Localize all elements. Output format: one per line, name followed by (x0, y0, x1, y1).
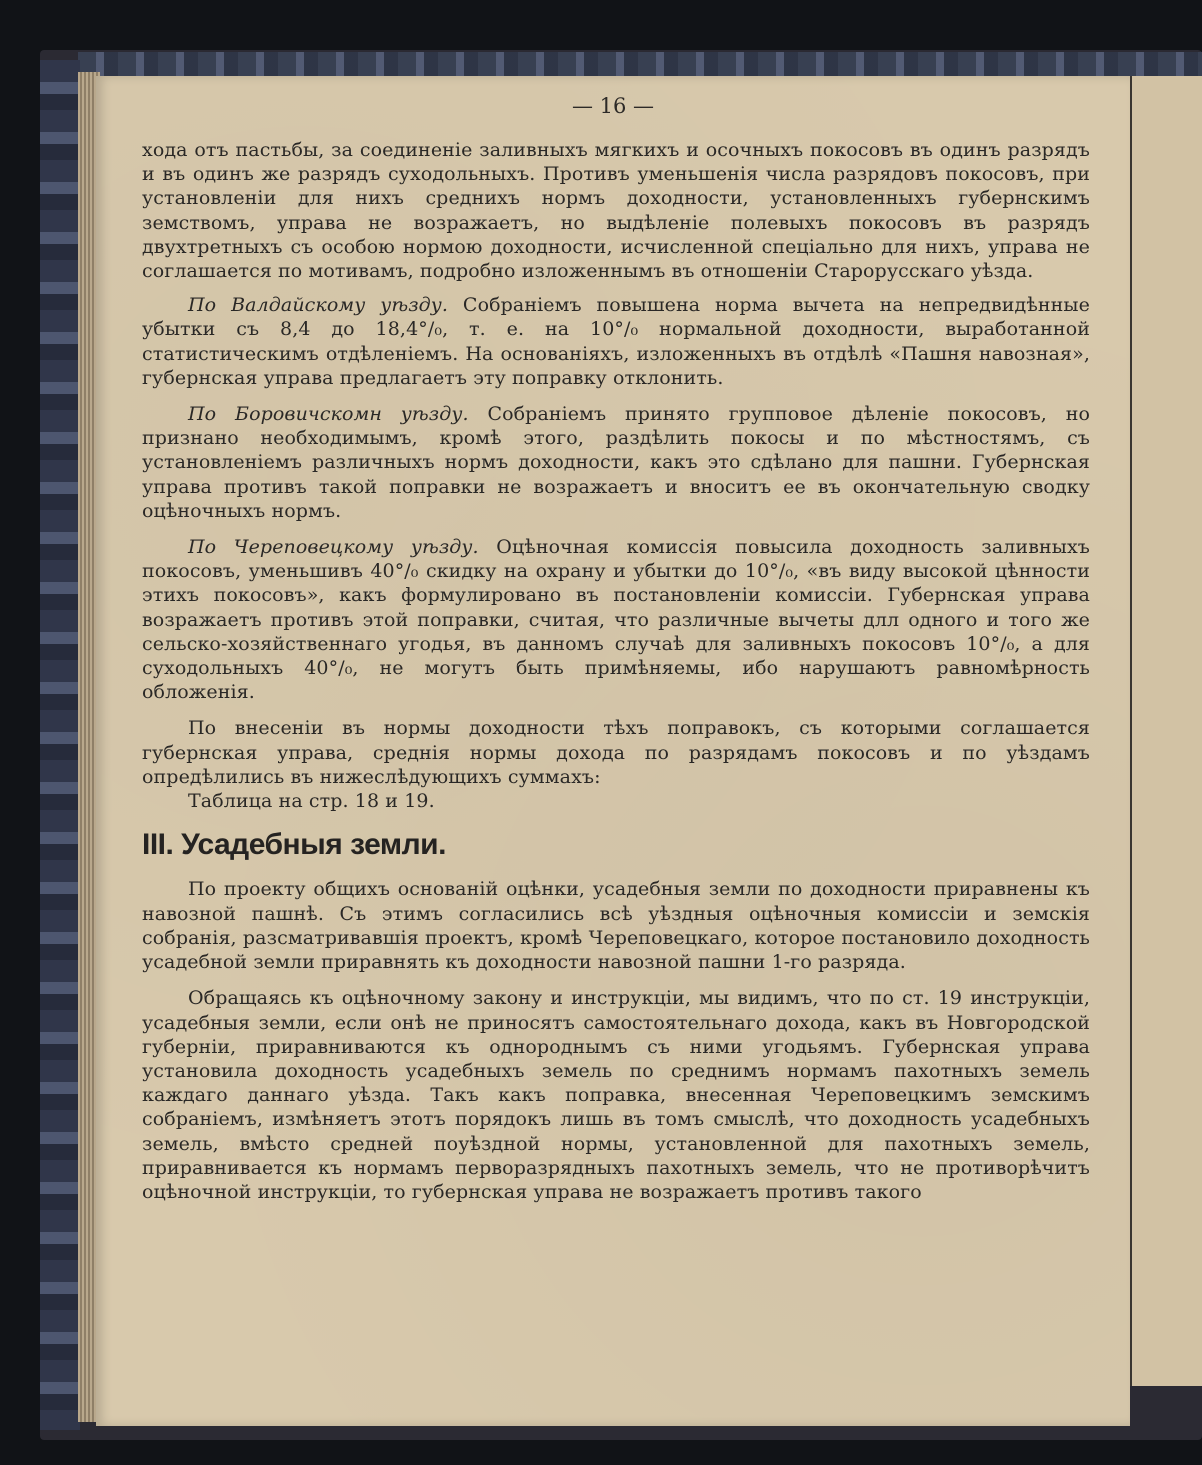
paragraph-usadebnye-2: Обращаясь къ оцѣночному закону и инструкціи, мы видимъ, что по ст. 19 инструкціи, усадебныя земли, если онѣ не приносятъ самостоятельнаго дохода, какъ въ Новгородской губерніи, приравниваются къ однороднымъ съ ними угодьямъ. Губернская управа установила доходность усадебныхъ земель по среднимъ нормамъ пахотныхъ земель каждаго даннаго уѣзда. Такъ какъ поправка, внесенная Череповецкимъ земскимъ собраніемъ, измѣняетъ этотъ порядокъ лишь въ томъ смыслѣ, что доходность усадебныхъ земель, вмѣсто средней поуѣздной нормы, установленной для пахотныхъ земель, приравнивается къ нормамъ перворазрядныхъ пахотныхъ земель, что не противорѣчитъ оцѣночной инструкціи, то губернская управа не возражаетъ противъ такого (142, 987, 1090, 1203)
page-body (142, 138, 1090, 1216)
uezd-text-borovichi: Собраніемъ принято групповое дѣленіе покосовъ, но признано необходимымъ, кромѣ этого, раздѣлить покосы и по мѣстностямъ, съ установленіемъ различныхъ нормъ доходности, какъ это сдѣлано для пашни. Губернская управа противъ такой поправки не возражаетъ и вноситъ ее въ окончательную сводку оцѣночныхъ нормъ. (142, 403, 1091, 522)
paragraph-usadebnye-1: По проекту общихъ основаній оцѣнки, усадебныя земли по доходности приравнены къ навозной пашнѣ. Съ этимъ согласились всѣ уѣздныя оцѣночныя комиссіи и земскія собранія, разсматривавшія проектъ, кромѣ Череповецкаго, которое постановило доходность усадебной земли приравнять къ доходности навозной пашни 1-го разряда. (142, 878, 1090, 974)
paragraph-summary: По внесеніи въ нормы доходности тѣхъ поправокъ, съ которыми соглашается губернская управа, среднія нормы дохода по разрядамъ покосовъ и по уѣздамъ опредѣлились въ нижеслѣдующихъ суммахъ: (142, 717, 1090, 788)
paragraph-valdai (142, 293, 1090, 390)
uezd-title-cherepovets: По Череповецкому уѣзду. (188, 536, 479, 559)
uezd-text-valdai: Собраніемъ повышена норма вычета на непредвидѣнные убытки съ 8,4 до 18,4°/₀, т. е. на 10°/₀ нормальной доходности, выработанной статистическимъ отдѣленіемъ. На основаніяхъ, изложенныхъ въ отдѣлѣ «Пашня навозная», губернская управа предлагаетъ эту поправку отклонить. (142, 294, 1090, 389)
paragraph-borovichi (142, 402, 1090, 523)
page-number: — 16 — (571, 94, 655, 118)
cover-edge-top (78, 52, 1202, 78)
next-page-edge (1130, 76, 1202, 1386)
paragraph-continuation: хода отъ пастьбы, за соединеніе заливныхъ мягкихъ и осочныхъ покосовъ въ одинъ разрядъ и въ одинъ же разрядъ суходольныхъ. Противъ уменьшенія числа разрядовъ покосовъ, при установленіи для нихъ среднихъ нормъ доходности, установленныхъ губернскимъ земствомъ, управа не возражаетъ, но выдѣленіе полевыхъ покосовъ въ разрядъ двухтретныхъ съ особою нормою доходности, исчисленной спеціально для нихъ, управа не соглашается по мотивамъ, подробно изложеннымъ въ отношеніи Старорусскаго уѣзда. (142, 139, 1090, 283)
uezd-text-cherepovets: Оцѣночная комиссія повысила доходность заливныхъ покосовъ, уменьшивъ 40°/₀ скидку на охрану и убытки до 10°/₀, «въ виду высокой цѣнности этихъ покосовъ», какъ формулировано въ постановленіи комиссіи. Губернская управа возражаетъ противъ этой поправки, считая, что различные вычеты длл одного и того же сельско-хозяйственнаго угодья, въ данномъ случаѣ для заливныхъ покосовъ 10°/₀, а для суходольныхъ 40°/₀, не могутъ быть примѣняемы, ибо нарушаютъ равномѣрность обложенія. (142, 536, 1090, 704)
uezd-title-valdai: По Валдайскому уѣзду. (188, 294, 449, 317)
paragraph-cherepovets (142, 535, 1090, 704)
book-page (96, 76, 1130, 1426)
uezd-title-borovichi: По Боровичскомн уѣзду. (188, 403, 469, 426)
cover-edge-left (40, 60, 80, 1430)
section-heading: III. Усадебныя земли. (142, 828, 446, 862)
table-reference: Таблица на стр. 18 и 19. (188, 790, 435, 813)
